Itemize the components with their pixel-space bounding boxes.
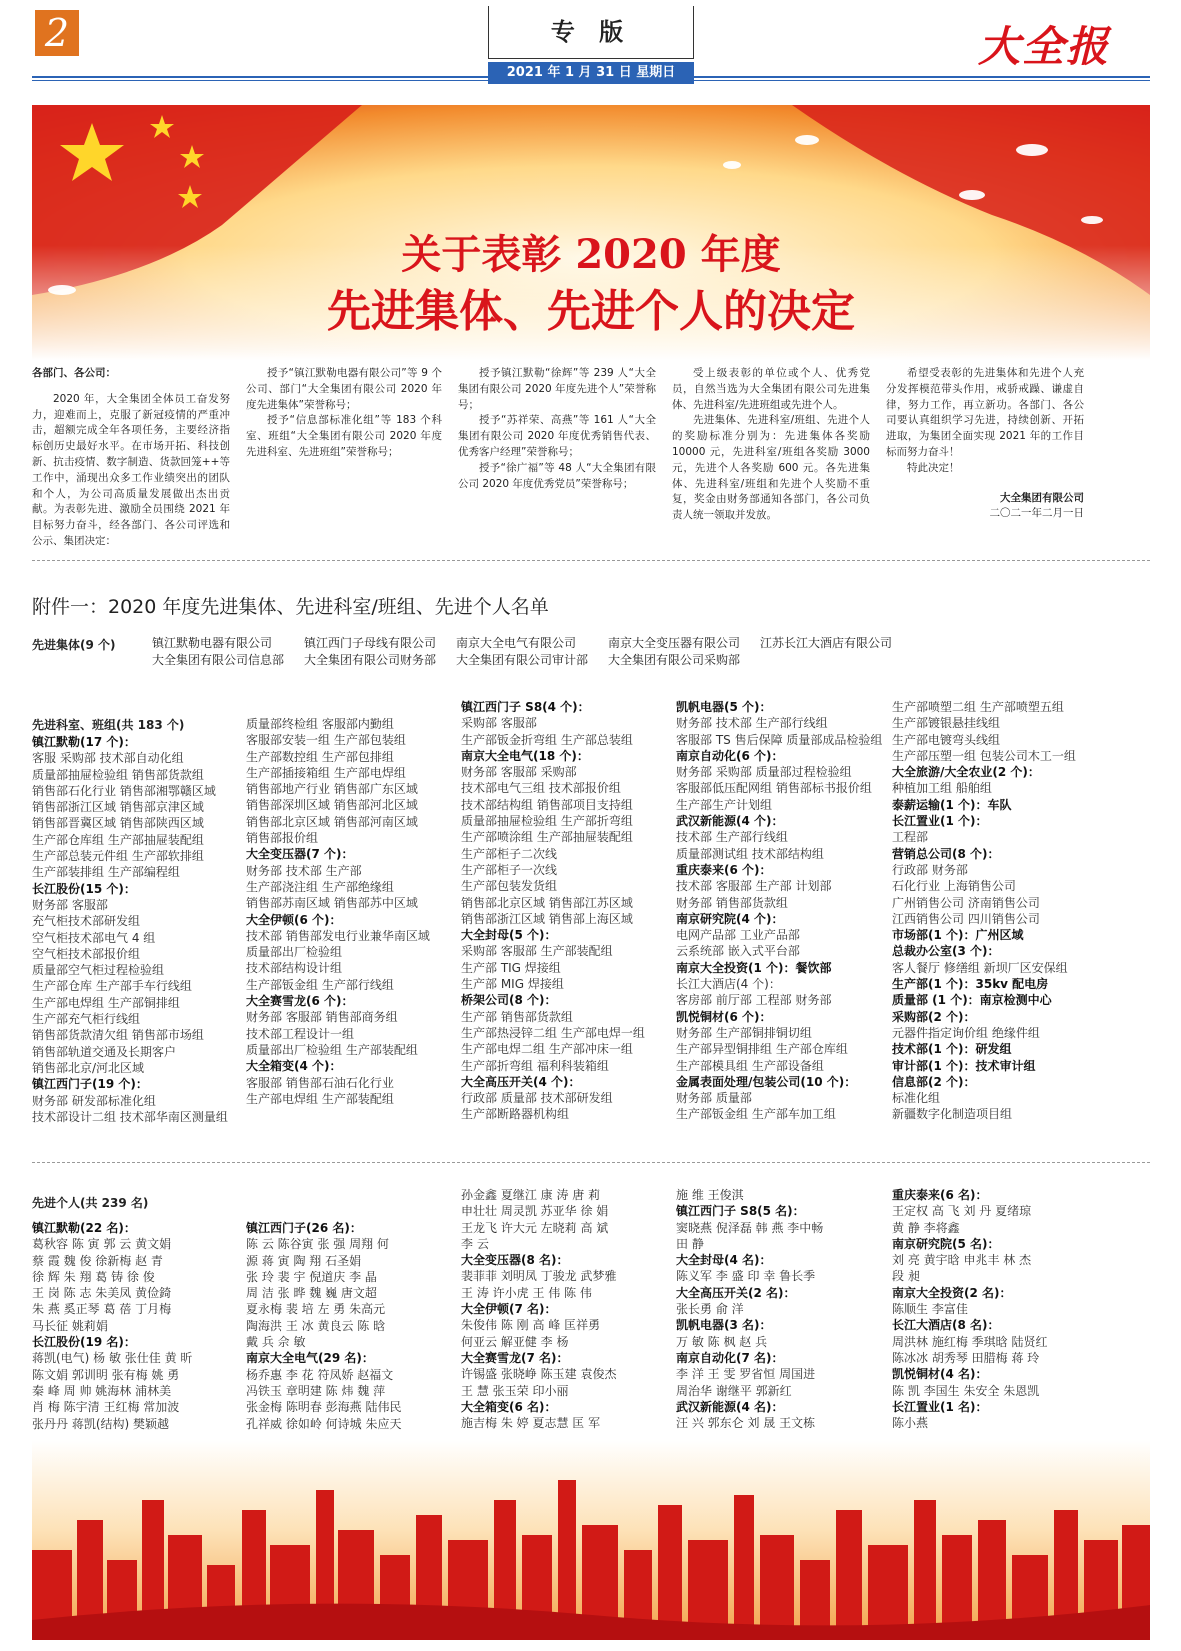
group-heading: 长江股份(19 名)： (32, 1335, 136, 1350)
newspaper-logo: 大全报 (978, 22, 1111, 71)
list-item: 生产部充气柜行线组 (32, 1012, 141, 1027)
list-item: 充气柜技术部研发组 (32, 914, 141, 929)
group-heading: 营销总公司(8 个)： (892, 846, 1000, 861)
list-item: 质量部出厂检验组 (246, 945, 343, 960)
list-item: 许锡盛 张晓峥 陈玉建 袁俊杰 (461, 1367, 617, 1382)
list-item: 客人餐厅 修缮组 新坝厂区安保组 (892, 960, 1068, 975)
list-item: 刘 亮 黄宇晗 申兆丰 林 杰 (892, 1253, 1032, 1268)
collectives-row-1 (152, 634, 912, 651)
decision-paragraph: 授予“徐广福”等 48 人“大全集团有限公司 2020 年度优秀党员”荣誉称号； (458, 461, 656, 490)
decision-paragraph: 希望受表彰的先进集体和先进个人充分发挥模范带头作用，戒骄戒躁、谦虚自律，努力工作，再立新功。各部门、各公司要认真组织学习先进，持续创新、开拓进取，为集团全面实现 2021 年的工作目标而努力奋斗！ (886, 367, 1084, 458)
decision-paragraph: 先进集体、先进科室/班组、先进个人的奖励标准分别为：先进集体各奖励 10000 元，先进科室/班组各奖励 3000 元，先进个人各奖励 600 元。各先进集体、先进科室/班组和先进个人奖励不重复，奖金由财务部通知各部门，各公司负责人统一领取并发放。 (672, 414, 870, 522)
list-item: 生产部压塑一组 包装公司木工一组 (892, 748, 1076, 763)
decision-column-1 (32, 366, 230, 550)
list-item: 长江大酒店(4 个)： (676, 977, 781, 992)
list-item: 技术部电气三组 技术部报价组 (461, 781, 621, 796)
teams-column-4 (676, 699, 882, 1123)
list-item: 财务部 质量部 (676, 1091, 752, 1106)
list-item: 客服部安装一组 生产部包装组 (246, 733, 406, 748)
list-item: 蔡 霞 魏 俊 徐新梅 赵 青 (32, 1253, 163, 1268)
list-item: 采购部 客服部 生产部装配组 (461, 944, 613, 959)
group-heading: 生产部(1 个)：35kv 配电房 (892, 977, 1049, 992)
teams-column-5 (892, 699, 1076, 1123)
group-heading: 信息部(2 个)： (892, 1074, 976, 1089)
group-heading: 武汉新能源(4 个)： (676, 814, 784, 829)
list-item: 张丹丹 蒋凯(结构) 樊颖越 (32, 1416, 169, 1431)
list-item: 生产部仓库组 生产部抽屉装配组 (32, 832, 204, 847)
decision-column-5 (886, 366, 1084, 522)
list-item: 周 洁 张 晔 魏 巍 唐文超 (246, 1286, 377, 1301)
collective-name: 镇江默勒电器有限公司 (152, 636, 273, 650)
divider (32, 560, 1150, 561)
group-heading: 大全变压器(8 名)： (461, 1253, 569, 1268)
list-item: 生产部总装元件组 生产部软排组 (32, 849, 204, 864)
list-item: 王龙飞 许大元 左晓莉 高 斌 (461, 1220, 609, 1235)
group-heading: 长江置业(1 名)： (892, 1399, 988, 1414)
group-heading: 凯帆电器(3 名)： (676, 1318, 772, 1333)
collective-name: 大全集团有限公司信息部 (152, 653, 285, 667)
list-item: 客服部 销售部石油石化行业 (246, 1075, 394, 1090)
group-heading: 市场部(1 个)：广州区域 (892, 928, 1024, 943)
group-heading: 南京大全投资(2 名)： (892, 1285, 1012, 1300)
list-item: 生产部装排组 生产部编程组 (32, 865, 180, 880)
collective-name: 镇江西门子母线有限公司 (304, 636, 437, 650)
list-item: 行政部 财务部 (892, 862, 968, 877)
list-item: 陈顺生 李富佳 (892, 1302, 968, 1317)
section-title: 专 版 (488, 6, 694, 59)
list-item: 徐 辉 朱 翔 葛 铸 徐 俊 (32, 1269, 155, 1284)
group-heading: 大全变压器(7 个)： (246, 847, 354, 862)
issue-date: 2021 年 1 月 31 日 星期日 (488, 62, 694, 84)
banner-title-line1: 关于表彰 2020 年度 (401, 231, 781, 278)
individuals-column-4 (676, 1187, 823, 1431)
list-item: 财务部 销售部货款组 (676, 895, 788, 910)
list-item: 财务部 研发部标准化组 (32, 1093, 156, 1108)
decision-column-2 (246, 366, 442, 461)
collective-name: 南京大全变压器有限公司 (608, 636, 741, 650)
list-item: 生产部断路器机构组 (461, 1107, 570, 1122)
individuals-heading: 先进个人(共 239 名) (32, 1196, 149, 1210)
list-item: 财务部 生产部铜排铜切组 (676, 1025, 812, 1040)
list-item: 空气柜技术部电气 4 组 (32, 930, 156, 945)
list-item: 夏永梅 裴 培 左 勇 朱高元 (246, 1302, 386, 1317)
group-heading: 金属表面处理/包装公司(10 个)： (676, 1074, 857, 1089)
list-item: 生产部热浸锌二组 生产部电焊一组 (461, 1025, 645, 1040)
list-item: 工程部 (892, 830, 929, 845)
group-heading: 南京自动化(6 个)： (676, 748, 784, 763)
list-item: 陈 云 陈谷寅 张 强 周翔 何 (246, 1237, 389, 1252)
list-item: 销售部报价组 (246, 831, 319, 846)
teams-column-1 (32, 734, 228, 1125)
list-item: 客房部 前厅部 工程部 财务部 (676, 993, 832, 1008)
group-heading: 南京研究院(4 个)： (676, 911, 784, 926)
list-item: 生产部电焊组 生产部铜排组 (32, 995, 180, 1010)
group-heading: 长江股份(15 个)： (32, 881, 136, 896)
collectives-heading: 先进集体(9 个) (32, 638, 116, 652)
list-item: 陈文娟 郭训明 张有梅 姚 勇 (32, 1367, 180, 1382)
list-item: 客服部低压配网组 销售部标书报价组 (676, 781, 872, 796)
list-item: 生产部插接箱组 生产部电焊组 (246, 765, 406, 780)
list-item: 石化行业 上海销售公司 (892, 879, 1016, 894)
teams-column-2 (246, 716, 430, 1107)
list-item: 生产部数控组 生产部包排组 (246, 749, 394, 764)
decision-paragraph: 授予镇江默勒“徐辉”等 239 人“大全集团有限公司 2020 年度先进个人”荣誉称号； (458, 367, 656, 411)
list-item: 裴菲菲 刘明凤 丁骏龙 武梦雅 (461, 1269, 617, 1284)
group-heading: 技术部(1 个)：研发组 (892, 1042, 1012, 1057)
list-item: 生产部喷塑二组 生产部喷塑五组 (892, 700, 1064, 714)
list-item: 周洪林 施红梅 季琪晗 陆贤红 (892, 1334, 1048, 1349)
group-heading: 长江大酒店(8 名)： (892, 1318, 1000, 1333)
list-item: 陶海洪 王 冰 黄良云 陈 晗 (246, 1318, 386, 1333)
list-item: 王 涛 许小虎 王 伟 陈 伟 (461, 1285, 592, 1300)
list-item: 新疆数字化制造项目组 (892, 1107, 1013, 1122)
collective-name: 南京大全电气有限公司 (456, 636, 577, 650)
individuals-column-5 (892, 1187, 1047, 1431)
group-heading: 大全旅游/大全农业(2 个)： (892, 765, 1040, 780)
list-item: 万 敏 陈 枫 赵 兵 (676, 1334, 768, 1349)
list-item: 秦 峰 周 帅 姚海林 浦林美 (32, 1383, 172, 1398)
list-item: 朱 燕 奚正琴 葛 蓓 丁月梅 (32, 1302, 172, 1317)
group-heading: 南京大全投资(1 个)：餐饮部 (676, 960, 832, 975)
list-item: 戴 兵 佘 敏 (246, 1335, 306, 1350)
list-item: 销售部货款清欠组 销售部市场组 (32, 1028, 204, 1043)
group-heading: 重庆泰来(6 名)： (892, 1188, 988, 1202)
list-item: 生产部 销售部货款组 (461, 1009, 573, 1024)
decision-paragraph: 授予“镇江默勒电器有限公司”等 9 个公司、部门“大全集团有限公司 2020 年度先进集体”荣誉称号； (246, 367, 442, 411)
collective-name: 大全集团有限公司审计部 (456, 653, 589, 667)
footer-skyline (32, 1440, 1150, 1640)
list-item: 生产部生产计划组 (676, 797, 773, 812)
group-heading: 南京研究院(5 名)： (892, 1236, 1000, 1251)
list-item: 生产部电镀弯头线组 (892, 732, 1001, 747)
list-item: 李 云 (461, 1236, 489, 1251)
group-heading: 大全赛雪龙(7 名)： (461, 1350, 569, 1365)
list-item: 财务部 采购部 质量部过程检验组 (676, 765, 852, 780)
list-item: 生产部钣金组 生产部行线组 (246, 977, 394, 992)
list-item: 王 岗 陈 志 朱美凤 黄俭錡 (32, 1286, 172, 1301)
decision-closing: 特此决定！ (907, 461, 960, 474)
list-item: 销售部北京区域 销售部河南区域 (246, 814, 418, 829)
group-heading: 大全箱变(6 名)： (461, 1399, 557, 1414)
list-item: 施 维 王俊淇 (676, 1188, 744, 1202)
group-heading: 审计部(1 个)：技术审计组 (892, 1058, 1036, 1073)
decision-paragraph: 2020 年，大全集团全体员工奋发努力，迎难而上，克服了新冠疫情的严重冲击，超额完成全年各项任务，主要经济指标创历史最好水平。在市场开拓、科技创新、抗击疫情、数字制造、货款回笼++等工作中，涌现出众多工作业绩突出的团队和个人，为公司高质量发展做出杰出贡献。为表彰先进、激励全员围绕 2021 年目标努力奋斗，经各部门、各公司评选和公示、集团决定： (32, 392, 230, 547)
signature-org: 大全集团有限公司 (1000, 491, 1084, 504)
group-heading: 武汉新能源(4 名)： (676, 1399, 784, 1414)
group-heading: 大全赛雪龙(6 个)： (246, 994, 354, 1009)
list-item: 销售部晋冀区域 销售部陕西区域 (32, 816, 204, 831)
group-heading: 大全伊顿(6 个)： (246, 912, 342, 927)
list-item: 质量部出厂检验组 生产部装配组 (246, 1042, 418, 1057)
list-item: 田 静 (676, 1236, 704, 1251)
list-item: 王定权 高 飞 刘 丹 夏绪琼 (892, 1204, 1032, 1219)
list-item: 技术部工程设计一组 (246, 1026, 355, 1041)
list-item: 空气柜技术部报价组 (32, 946, 141, 961)
list-item: 葛秋容 陈 寅 郭 云 黄文娟 (32, 1237, 172, 1252)
group-heading: 南京大全电气(18 个)： (461, 748, 589, 763)
group-heading: 凯悦铜材(4 名)： (892, 1367, 988, 1382)
list-item: 生产部仓库 生产部手车行线组 (32, 979, 192, 994)
decision-paragraph: 授予“信息部标准化组”等 183 个科室、班组“大全集团有限公司 2020 年度先进科室、先进班组”荣誉称号； (246, 414, 442, 458)
list-item: 生产部喷涂组 生产部抽屉装配组 (461, 830, 633, 845)
group-heading: 质量部 (1 个)：南京检测中心 (892, 993, 1052, 1008)
list-item: 生产部包装发货组 (461, 879, 558, 894)
list-item: 技术部 客服部 生产部 计划部 (676, 879, 832, 894)
list-item: 生产部镀银悬挂线组 (892, 716, 1001, 731)
list-item: 技术部设计二组 技术部华南区测量组 (32, 1109, 228, 1124)
group-heading: 大全箱变(4 个)： (246, 1059, 342, 1074)
list-item: 周治华 谢继平 郭新红 (676, 1383, 792, 1398)
list-item: 施吉梅 朱 婷 夏志慧 匡 军 (461, 1416, 601, 1431)
group-heading: 大全高压开关(4 个)： (461, 1074, 581, 1089)
list-item: 汪 兴 郭东仑 刘 晟 王文栋 (676, 1416, 816, 1431)
list-item: 朱俊伟 陈 刚 高 峰 匡祥勇 (461, 1318, 601, 1333)
city-skyline-icon (32, 1440, 1150, 1640)
list-item: 财务部 技术部 生产部 (246, 863, 362, 878)
group-heading: 重庆泰来(6 个)： (676, 862, 772, 877)
list-item: 生产部异型铜排组 生产部仓库组 (676, 1042, 848, 1057)
group-heading: 大全伊顿(7 名)： (461, 1302, 557, 1317)
list-item: 行政部 质量部 技术部研发组 (461, 1091, 613, 1106)
list-item: 销售部浙江区域 销售部京津区域 (32, 800, 204, 815)
list-item: 孙金鑫 夏继江 康 涛 唐 莉 (461, 1188, 601, 1202)
group-heading: 镇江西门子 S8(5 名)： (676, 1204, 805, 1219)
list-item: 黄 静 李将鑫 (892, 1220, 960, 1235)
collective-name: 江苏长江大酒店有限公司 (760, 636, 893, 650)
salutation: 各部门、各公司： (32, 367, 116, 379)
list-item: 销售部苏南区域 销售部苏中区域 (246, 896, 418, 911)
list-item: 生产部 TIG 焊接组 (461, 960, 561, 975)
list-item: 销售部地产行业 销售部广东区域 (246, 782, 418, 797)
group-heading: 采购部(2 个)： (892, 1009, 976, 1024)
list-item: 云系统部 嵌入式平台部 (676, 944, 800, 959)
group-heading: 长江置业(1 个)： (892, 814, 988, 829)
list-item: 生产部电焊二组 生产部冲床一组 (461, 1042, 633, 1057)
list-item: 种植加工组 船舶组 (892, 781, 992, 796)
group-heading: 凯悦铜材(6 个)： (676, 1009, 772, 1024)
list-item: 张金梅 陈明春 彭海燕 陆伟民 (246, 1400, 402, 1415)
list-item: 窦晓燕 倪泽磊 韩 燕 李中畅 (676, 1220, 824, 1235)
list-item: 张长勇 俞 洋 (676, 1302, 744, 1317)
list-item: 何亚云 解亚健 李 杨 (461, 1334, 569, 1349)
list-item: 肖 梅 陈宇清 王红梅 常加波 (32, 1400, 180, 1415)
group-heading: 凯帆电器(5 个)： (676, 700, 772, 714)
group-heading: 大全封母(4 名)： (676, 1253, 772, 1268)
list-item: 客服 采购部 技术部自动化组 (32, 751, 184, 766)
list-item: 生产部浇注组 生产部绝缘组 (246, 879, 394, 894)
list-item: 陈 凯 李国生 朱安全 朱恩凯 (892, 1383, 1040, 1398)
individuals-column-3 (461, 1187, 616, 1431)
title-banner (32, 105, 1150, 360)
list-item: 财务部 客服部 销售部商务组 (246, 1010, 398, 1025)
individuals-column-2 (246, 1220, 401, 1432)
list-item: 王 慧 张玉荣 印小丽 (461, 1383, 569, 1398)
list-item: 生产部钣金组 生产部车加工组 (676, 1107, 836, 1122)
list-item: 销售部北京区域 销售部江苏区域 (461, 895, 633, 910)
divider (32, 1162, 1150, 1163)
list-item: 销售部浙江区域 销售部上海区域 (461, 911, 633, 926)
list-item: 标准化组 (892, 1091, 941, 1106)
teams-heading: 先进科室、班组(共 183 个) (32, 718, 185, 732)
list-item: 质量部测试组 技术部结构组 (676, 846, 824, 861)
decision-column-4 (672, 366, 870, 524)
list-item: 冯铁玉 章明建 陈 炜 魏 萍 (246, 1383, 386, 1398)
list-item: 财务部 客服部 (32, 897, 108, 912)
individuals-column-1 (32, 1220, 192, 1432)
list-item: 技术部结构设计组 (246, 961, 343, 976)
group-heading: 镇江西门子(26 名)： (246, 1221, 362, 1235)
attachment-title: 附件一：2020 年度先进集体、先进科室/班组、先进个人名单 (32, 596, 549, 618)
list-item: 元器件指定询价组 绝缘件组 (892, 1025, 1040, 1040)
list-item: 销售部石化行业 销售部湘鄂赣区域 (32, 783, 216, 798)
list-item: 张 玲 裴 宇 倪道庆 李 晶 (246, 1269, 377, 1284)
list-item: 质量部抽屉检验组 销售部货款组 (32, 767, 204, 782)
list-item: 财务部 客服部 采购部 (461, 765, 577, 780)
group-heading: 大全高压开关(2 名)： (676, 1285, 796, 1300)
group-heading: 总裁办公室(3 个)： (892, 944, 1000, 959)
list-item: 质量部空气柜过程检验组 (32, 963, 165, 978)
list-item: 生产部电焊组 生产部装配组 (246, 1091, 394, 1106)
decision-column-3 (458, 366, 656, 492)
group-heading: 南京大全电气(29 名)： (246, 1351, 374, 1366)
list-item: 技术部 销售部发电行业兼华南区域 (246, 928, 430, 943)
list-item: 客服部 TS 售后保障 质量部成品检验组 (676, 732, 883, 747)
list-item: 技术部 生产部行线组 (676, 830, 788, 845)
list-item: 质量部抽屉检验组 生产部折弯组 (461, 814, 633, 829)
page-number: 2 (35, 10, 79, 56)
teams-column-3 (461, 699, 645, 1123)
group-heading: 桥架公司(8 个)： (461, 993, 557, 1008)
list-item: 蒋凯(电气) 杨 敏 张仕佳 黄 昕 (32, 1351, 193, 1366)
group-heading: 大全封母(5 个)： (461, 928, 557, 943)
collective-name: 大全集团有限公司财务部 (304, 653, 437, 667)
list-item: 销售部北京/河北区域 (32, 1060, 145, 1075)
list-item: 生产部模具组 生产部设备组 (676, 1058, 824, 1073)
list-item: 申壮壮 周灵凯 苏亚华 徐 娟 (461, 1204, 609, 1219)
group-heading: 镇江西门子 S8(4 个)： (461, 700, 590, 714)
signature-date: 二〇二一年二月一日 (989, 507, 1084, 520)
list-item: 电网产品部 工业产品部 (676, 928, 800, 943)
list-item: 陈义军 李 盛 印 幸 鲁长季 (676, 1269, 816, 1284)
list-item: 杨乔惠 李 花 符凤娇 赵福文 (246, 1367, 394, 1382)
list-item: 李 洋 王 雯 罗省恒 周国进 (676, 1367, 816, 1382)
decision-paragraph: 授予“苏祥荣、高燕”等 161 人“大全集团有限公司 2020 年度优秀销售代表、优秀客户经理”荣誉称号； (458, 414, 656, 458)
list-item: 生产部柜子一次线 (461, 862, 558, 877)
list-item: 江西销售公司 四川销售公司 (892, 911, 1040, 926)
decision-paragraph: 受上级表彰的单位或个人、优秀党员，自然当选为大全集团有限公司先进集体、先进科室/先进班组或先进个人。 (672, 367, 870, 411)
list-item: 采购部 客服部 (461, 716, 537, 731)
list-item: 质量部终检组 客服部内勤组 (246, 717, 394, 731)
list-item: 销售部轨道交通及长期客户 (32, 1044, 177, 1059)
collective-name: 大全集团有限公司采购部 (608, 653, 741, 667)
list-item: 马长征 姚莉娟 (32, 1318, 108, 1333)
list-item: 生产部柜子二次线 (461, 846, 558, 861)
list-item: 陈小燕 (892, 1416, 929, 1431)
group-heading: 镇江西门子(19 个)： (32, 1077, 148, 1092)
list-item: 生产部钣金折弯组 生产部总装组 (461, 732, 633, 747)
group-heading: 南京自动化(7 名)： (676, 1350, 784, 1365)
list-item: 销售部深圳区域 销售部河北区域 (246, 798, 418, 813)
group-heading: 镇江默勒(17 个)： (32, 735, 136, 749)
collectives-row-2 (152, 651, 760, 668)
list-item: 技术部结构组 销售部项目支持组 (461, 797, 633, 812)
list-item: 广州销售公司 济南销售公司 (892, 895, 1040, 910)
group-heading: 泰薪运输(1 个)：车队 (892, 797, 1012, 812)
banner-title-line2: 先进集体、先进个人的决定 (327, 286, 855, 337)
list-item: 生产部 MIG 焊接组 (461, 977, 564, 992)
list-item: 源 蒋 寅 陶 翔 石圣娟 (246, 1253, 362, 1268)
list-item: 孔祥威 徐如岭 何诗城 朱应天 (246, 1416, 402, 1431)
list-item: 陈冰冰 胡秀琴 田腊梅 蒋 玲 (892, 1350, 1040, 1365)
group-heading: 镇江默勒(22 名)： (32, 1221, 136, 1235)
list-item: 段 昶 (892, 1269, 920, 1284)
list-item: 生产部折弯组 福利科装箱组 (461, 1058, 609, 1073)
list-item: 财务部 技术部 生产部行线组 (676, 716, 828, 731)
